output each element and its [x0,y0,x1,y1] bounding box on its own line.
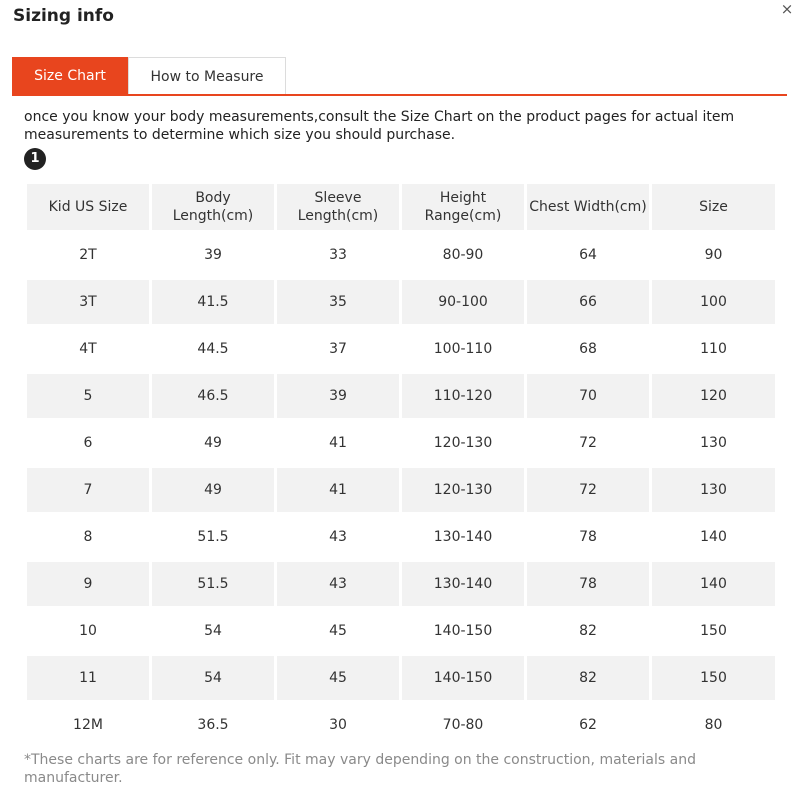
header-chest-width: Chest Width(cm) [527,184,649,230]
cell-kid-us-size: 10 [79,623,97,639]
table-row [27,703,775,747]
table-row [27,515,775,559]
header-kid-us-size: Kid US Size [27,184,149,230]
cell-size: 150 [652,656,775,700]
cell-sleeve-length: 37 [329,341,347,357]
cell-chest-width: 82 [579,623,597,639]
header-sleeve-length: Sleeve Length(cm) [277,184,399,230]
cell-height-range: 90-100 [402,280,524,324]
cell-chest-width: 66 [527,280,649,324]
cell-kid-us-size: 7 [27,468,149,512]
cell-height-range: 120-130 [433,435,493,451]
size-chart-table [24,181,778,750]
cell-size: 150 [700,623,727,639]
cell-size: 140 [700,529,727,545]
cell-chest-width: 62 [579,717,597,733]
cell-size: 90 [704,247,723,263]
cell-body-length: 54 [152,656,274,700]
footnote: *These charts are for reference only. Fit may vary depending on the construction, materials and manufacturer. [24,752,696,786]
cell-kid-us-size: 9 [27,562,149,606]
cell-kid-us-size: 3T [27,280,149,324]
table-header-row [27,184,775,230]
cell-sleeve-length: 45 [277,656,399,700]
table-row [27,233,775,277]
cell-chest-width: 72 [527,468,649,512]
cell-body-length: 39 [204,247,222,263]
cell-body-length: 51.5 [152,562,274,606]
cell-sleeve-length: 35 [277,280,399,324]
cell-height-range: 140-150 [402,656,524,700]
tab-size-chart[interactable]: Size Chart [12,57,128,95]
cell-chest-width: 72 [579,435,597,451]
cell-chest-width: 68 [579,341,597,357]
cell-size: 100 [652,280,775,324]
cell-chest-width: 64 [579,247,597,263]
cell-body-length: 44.5 [197,341,229,357]
tab-underline [12,94,787,96]
cell-height-range: 80-90 [442,247,484,263]
cell-height-range: 130-140 [433,529,493,545]
table-row [27,280,775,324]
cell-height-range: 110-120 [402,374,524,418]
cell-sleeve-length: 30 [329,717,347,733]
cell-body-length: 46.5 [152,374,274,418]
cell-size: 110 [700,341,727,357]
cell-sleeve-length: 43 [329,529,347,545]
intro-text: once you know your body measurements,consult the Size Chart on the product pages for actual item measurements to determine which size you should purchase. [24,109,735,143]
table-row [27,656,775,700]
cell-chest-width: 82 [527,656,649,700]
cell-sleeve-length: 41 [277,468,399,512]
cell-height-range: 130-140 [402,562,524,606]
header-height-range: Height Range(cm) [402,184,524,230]
cell-size: 140 [652,562,775,606]
cell-sleeve-length: 43 [277,562,399,606]
dialog-title: Sizing info [13,6,114,26]
cell-body-length: 54 [204,623,222,639]
cell-body-length: 49 [204,435,222,451]
cell-sleeve-length: 33 [329,247,347,263]
close-icon[interactable]: × [780,0,794,18]
cell-chest-width: 70 [527,374,649,418]
table-row [27,468,775,512]
table-row [27,327,775,371]
cell-sleeve-length: 39 [277,374,399,418]
cell-kid-us-size: 6 [83,435,93,451]
cell-sleeve-length: 45 [329,623,347,639]
cell-height-range: 70-80 [442,717,484,733]
cell-body-length: 41.5 [152,280,274,324]
cell-kid-us-size: 2T [79,247,97,263]
header-size: Size [652,184,775,230]
cell-kid-us-size: 4T [79,341,97,357]
header-body-length: Body Length(cm) [152,184,274,230]
cell-chest-width: 78 [579,529,597,545]
cell-sleeve-length: 41 [329,435,347,451]
cell-size: 80 [704,717,723,733]
cell-body-length: 51.5 [197,529,229,545]
tab-how-to-measure[interactable]: How to Measure [128,57,286,95]
cell-body-length: 49 [152,468,274,512]
cell-kid-us-size: 12M [73,717,103,733]
cell-height-range: 100-110 [433,341,493,357]
table-body [27,233,775,747]
cell-body-length: 36.5 [197,717,229,733]
cell-kid-us-size: 5 [27,374,149,418]
cell-kid-us-size: 8 [83,529,93,545]
table-row [27,374,775,418]
cell-height-range: 140-150 [433,623,493,639]
table-row [27,421,775,465]
table-row [27,562,775,606]
cell-size: 130 [652,468,775,512]
table-row [27,609,775,653]
step-number-badge: 1 [24,148,46,170]
cell-size: 130 [700,435,727,451]
cell-height-range: 120-130 [402,468,524,512]
cell-chest-width: 78 [527,562,649,606]
cell-kid-us-size: 11 [27,656,149,700]
cell-size: 120 [652,374,775,418]
